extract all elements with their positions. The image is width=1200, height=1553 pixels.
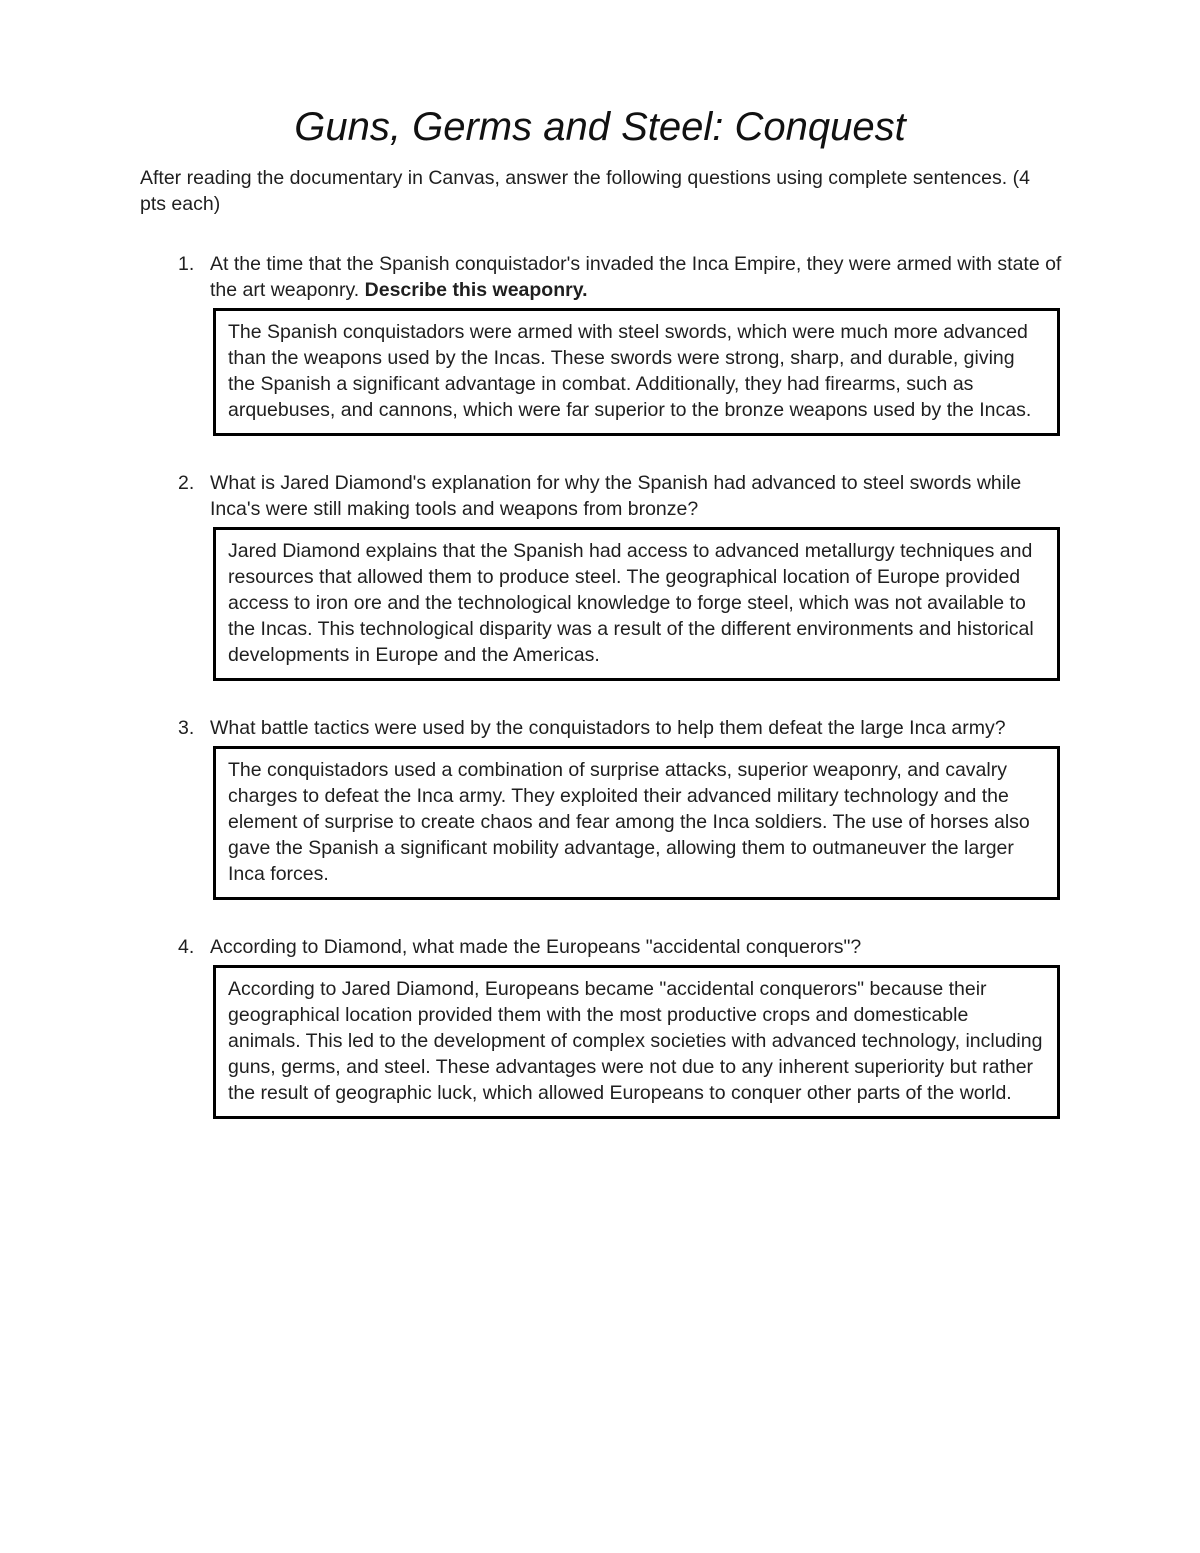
question-number: 4. xyxy=(178,936,195,958)
question-prompt-text: According to Diamond, what made the Europeans "accidental conquerors"? xyxy=(210,936,862,958)
question-prompt xyxy=(210,934,1070,960)
answer-box-1[interactable] xyxy=(213,308,1060,436)
answer-text: The conquistadors used a combination of surprise attacks, superior weaponry, and cavalry charges to defeat the Inca army. They exploited their advanced military technology and the element of surprise to create chaos and fear among the Inca soldiers. The use of horses also gave the Spanish a significant mobility advantage, allowing them to outmaneuver the larger Inca forces. xyxy=(228,759,1030,885)
question-item-3 xyxy=(140,715,1070,900)
answer-box-3[interactable] xyxy=(213,746,1060,900)
answer-box-4[interactable] xyxy=(213,965,1060,1119)
answer-text: According to Jared Diamond, Europeans became "accidental conquerors" because their geographical location provided them with the most productive crops and domesticable animals. This led to the development of complex societies with advanced technology, including guns, germs, and steel. These advantages were not due to any inherent superiority but rather the result of geographic luck, which allowed Europeans to conquer other parts of the world. xyxy=(228,978,1043,1104)
question-prompt xyxy=(210,470,1070,522)
instructions-text: After reading the documentary in Canvas, answer the following questions using complete sentences. (4 pts each) xyxy=(140,167,1030,215)
question-prompt-text: What is Jared Diamond's explanation for why the Spanish had advanced to steel swords while Inca's were still making tools and weapons from bronze? xyxy=(210,472,1022,520)
answer-text: The Spanish conquistadors were armed with steel swords, which were much more advanced than the weapons used by the Incas. These swords were strong, sharp, and durable, giving the Spanish a significant advantage in combat. Additionally, they had firearms, such as arquebuses, and cannons, which were far superior to the bronze weapons used by the Incas. xyxy=(228,321,1032,421)
question-item-4 xyxy=(140,934,1070,1119)
question-prompt-text: What battle tactics were used by the conquistadors to help them defeat the large Inca army? xyxy=(210,717,1006,739)
question-item-2 xyxy=(140,470,1070,681)
question-prompt xyxy=(210,715,1070,741)
question-prompt-text: At the time that the Spanish conquistador's invaded the Inca Empire, they were armed with state of the art weaponry. xyxy=(210,253,1062,301)
question-prompt-bold: Describe this weaponry. xyxy=(364,279,588,301)
question-number: 2. xyxy=(178,472,195,494)
question-number: 3. xyxy=(178,717,195,739)
question-item-1 xyxy=(140,251,1070,436)
question-prompt xyxy=(210,251,1070,303)
page-title: Guns, Germs and Steel: Conquest xyxy=(294,105,906,149)
answer-box-2[interactable] xyxy=(213,527,1060,681)
question-number: 1. xyxy=(178,253,195,275)
answer-text: Jared Diamond explains that the Spanish had access to advanced metallurgy techniques and resources that allowed them to produce steel. The geographical location of Europe provided access to iron ore and the technological knowledge to forge steel, which was not available to the Incas. This technological disparity was a result of the different environments and historical developments in Europe and the Americas. xyxy=(228,540,1034,666)
